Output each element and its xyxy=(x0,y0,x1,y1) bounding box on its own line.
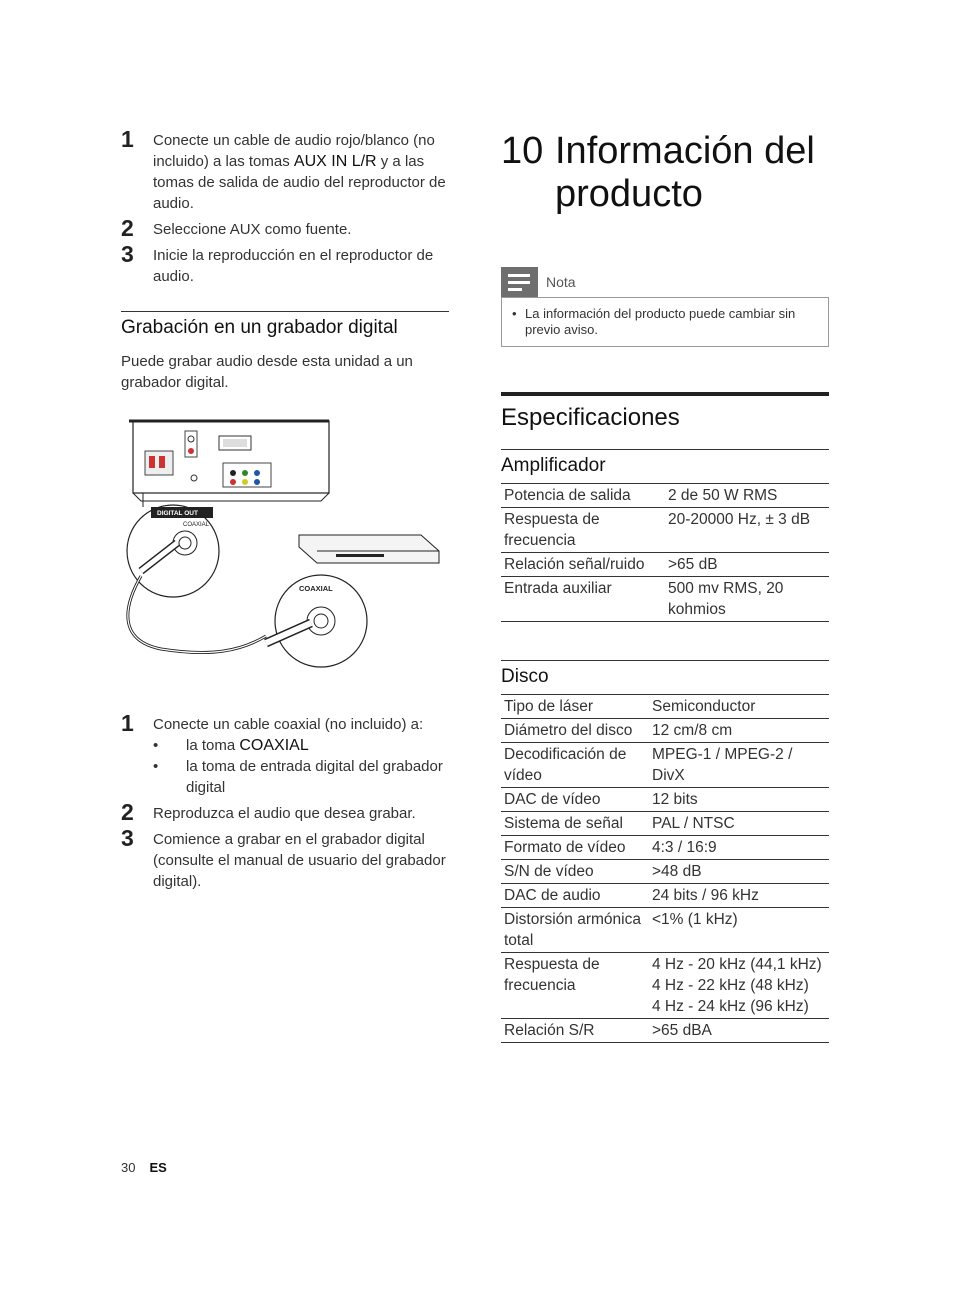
spec-value: >65 dB xyxy=(665,553,829,577)
disc-table xyxy=(501,694,829,1043)
table-row xyxy=(501,553,829,577)
table-row xyxy=(501,788,829,812)
step-text: Comience a grabar en el grabador digital (consulte el manual de usuario del grabador digital). xyxy=(153,831,446,890)
spec-key: Formato de vídeo xyxy=(501,836,649,860)
right-column xyxy=(501,130,829,1043)
step-text: Inicie la reproducción en el reproductor de audio. xyxy=(153,247,434,285)
table-row xyxy=(501,719,829,743)
page-number: 30 xyxy=(121,1160,136,1175)
step-text: Conecte un cable de audio rojo/blanco (no incluido) a las tomas xyxy=(153,132,435,170)
note-icon xyxy=(501,267,538,297)
note-box xyxy=(501,297,829,347)
chapter-title-text: Información del producto xyxy=(555,130,815,215)
spec-value: 4 Hz - 20 kHz (44,1 kHz) 4 Hz - 22 kHz (48 kHz) 4 Hz - 24 kHz (96 kHz) xyxy=(649,953,829,1019)
table-row xyxy=(501,884,829,908)
step-number: 3 xyxy=(121,241,134,267)
spec-key: Diámetro del disco xyxy=(501,719,649,743)
aux-step-2 xyxy=(121,215,449,241)
note-text: La información del producto puede cambiar sin previo aviso. xyxy=(525,306,796,337)
spec-value: 20-20000 Hz, ± 3 dB xyxy=(665,508,829,553)
bullet-item xyxy=(153,756,449,798)
table-row xyxy=(501,812,829,836)
specs-title: Especificaciones xyxy=(501,392,829,432)
step-text: Conecte un cable coaxial (no incluido) a: xyxy=(153,716,424,733)
section-paragraph: Puede grabar audio desde esta unidad a un grabador digital. xyxy=(121,353,413,391)
spec-value: MPEG-1 / MPEG-2 / DivX xyxy=(649,743,829,788)
table-row xyxy=(501,508,829,553)
table-row xyxy=(501,1019,829,1043)
digital-out-label: DIGITAL OUT xyxy=(157,510,198,517)
unit-back-panel xyxy=(129,421,329,507)
step-number: 1 xyxy=(121,126,134,152)
table-row xyxy=(501,484,829,508)
table-row xyxy=(501,695,829,719)
note-block xyxy=(501,267,829,347)
table-row xyxy=(501,577,829,622)
note-item xyxy=(512,306,818,338)
spec-value: Semiconductor xyxy=(649,695,829,719)
spec-value: PAL / NTSC xyxy=(649,812,829,836)
spec-key: Entrada auxiliar xyxy=(501,577,665,622)
spec-value: 12 bits xyxy=(649,788,829,812)
step-text: Seleccione AUX como fuente. xyxy=(153,221,352,238)
coaxial-bullets xyxy=(153,735,449,798)
spec-key: Relación señal/ruido xyxy=(501,553,665,577)
coaxial-zoom xyxy=(266,575,367,667)
bullet-dot: • xyxy=(153,737,159,754)
spec-key: Relación S/R xyxy=(501,1019,649,1043)
amplifier-title: Amplificador xyxy=(501,449,829,483)
coaxial-strong: COAXIAL xyxy=(239,737,309,754)
spec-value: >65 dBA xyxy=(649,1019,829,1043)
coaxial-step-2 xyxy=(121,799,449,825)
note-bullet: • xyxy=(512,306,517,321)
spec-key: Potencia de salida xyxy=(501,484,665,508)
step-number: 2 xyxy=(121,799,134,825)
spec-value: >48 dB xyxy=(649,860,829,884)
spec-key: Sistema de señal xyxy=(501,812,649,836)
step-text-cont: y a las tomas de salida de audio del reproductor de audio. xyxy=(153,153,446,212)
language-code: ES xyxy=(149,1160,167,1175)
spec-key: Distorsión armónica total xyxy=(501,908,649,953)
table-row xyxy=(501,953,829,1019)
digital-recorder xyxy=(299,535,439,563)
spec-value: 24 bits / 96 kHz xyxy=(649,884,829,908)
note-header xyxy=(501,267,829,297)
spec-key: S/N de vídeo xyxy=(501,860,649,884)
bullet-item xyxy=(153,735,449,756)
step-number: 3 xyxy=(121,825,134,851)
digital-out-zoom xyxy=(127,505,219,597)
coaxial-label: COAXIAL xyxy=(299,584,333,593)
spec-value: 500 mv RMS, 20 kohmios xyxy=(665,577,829,622)
bullet-text: la toma xyxy=(186,737,240,754)
step-text: Reproduzca el audio que desea grabar. xyxy=(153,805,416,822)
spec-key: Respuesta de frecuencia xyxy=(501,508,665,553)
spec-value: <1% (1 kHz) xyxy=(649,908,829,953)
table-row xyxy=(501,860,829,884)
left-column xyxy=(121,126,449,897)
aux-in-label: AUX IN L/R xyxy=(293,153,377,170)
coaxial-connection-diagram xyxy=(121,411,449,681)
spec-key: Decodificación de vídeo xyxy=(501,743,649,788)
disc-title: Disco xyxy=(501,660,829,694)
chapter-title xyxy=(501,130,829,216)
coaxial-step-1 xyxy=(121,710,449,798)
spec-key: DAC de audio xyxy=(501,884,649,908)
coaxial-small-label: COAXIAL xyxy=(183,522,210,528)
coaxial-step-3 xyxy=(121,825,449,892)
note-label: Nota xyxy=(546,274,576,290)
spec-value: 2 de 50 W RMS xyxy=(665,484,829,508)
table-row xyxy=(501,836,829,860)
bullet-text: la toma de entrada digital del grabador digital xyxy=(186,758,443,796)
spec-value: 4:3 / 16:9 xyxy=(649,836,829,860)
coaxial-steps xyxy=(121,710,449,892)
table-row xyxy=(501,743,829,788)
chapter-number: 10 xyxy=(501,130,544,172)
bullet-dot: • xyxy=(153,758,159,775)
section-title: Grabación en un grabador digital xyxy=(121,311,449,339)
step-number: 1 xyxy=(121,710,134,736)
spec-key: Tipo de láser xyxy=(501,695,649,719)
aux-steps xyxy=(121,126,449,287)
aux-step-1 xyxy=(121,126,449,214)
step-number: 2 xyxy=(121,215,134,241)
spec-key: Respuesta de frecuencia xyxy=(501,953,649,1019)
amplifier-table xyxy=(501,483,829,622)
spec-key: DAC de vídeo xyxy=(501,788,649,812)
page-footer xyxy=(121,1160,167,1175)
table-row xyxy=(501,908,829,953)
aux-step-3 xyxy=(121,241,449,287)
spec-value: 12 cm/8 cm xyxy=(649,719,829,743)
